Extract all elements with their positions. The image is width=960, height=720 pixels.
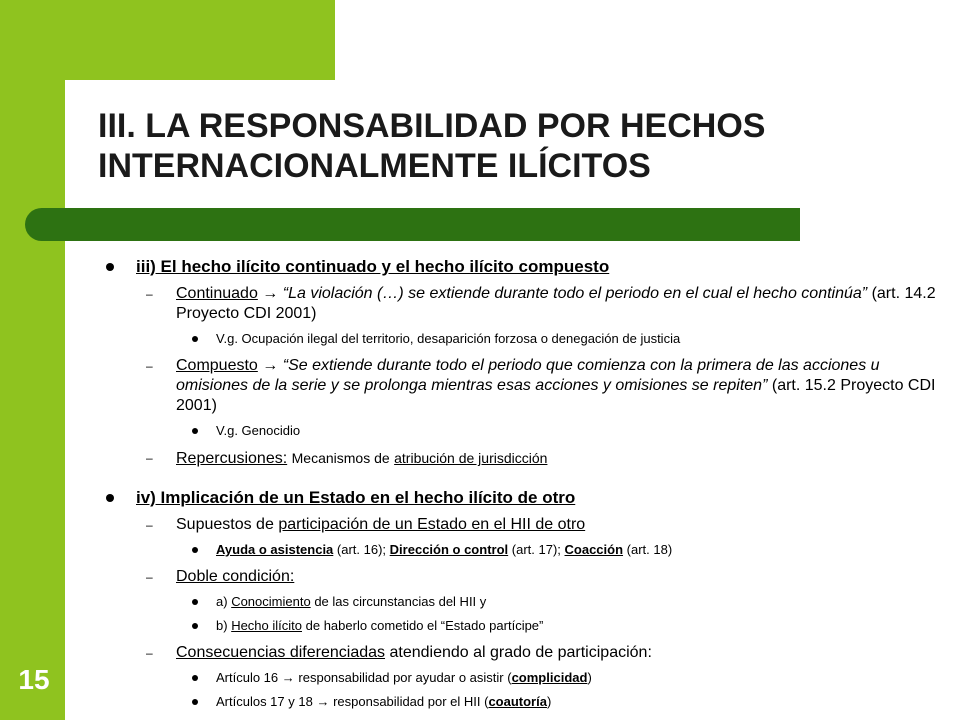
- item-consecuencias: [100, 643, 940, 663]
- cons-b-close: ): [546, 694, 552, 709]
- consecuencias-text: atendiendo al grado de participación:: [389, 644, 652, 661]
- term-direccion: Dirección o control: [389, 542, 509, 557]
- item-supuestos: [100, 515, 940, 535]
- ref-coaccion: (art. 18): [626, 542, 673, 557]
- slide-content: [100, 256, 940, 711]
- cond-b-pre: b): [216, 618, 228, 633]
- condition-a: [100, 593, 940, 611]
- cond-a-post: de las circunstancias del HII y: [314, 594, 487, 609]
- bullet-dot: [106, 263, 114, 271]
- example-compuesto: [100, 422, 940, 440]
- cond-a-pre: a): [216, 594, 228, 609]
- bullet-dot: [192, 675, 198, 681]
- dash-bullet: –: [146, 451, 153, 465]
- cons-a-pre: Artículo 16: [216, 670, 279, 685]
- section-heading-iii: [100, 256, 940, 278]
- ref-continuado: (art. 14.2 Proyecto CDI 2001): [176, 285, 936, 322]
- supuestos-text: Supuestos de: [176, 516, 274, 533]
- bullet-dot: [192, 623, 198, 629]
- quote-compuesto: “Se extiende durante todo el periodo que comienza con la primera de las acciones u omisiones de la serie y se prolonga mientras esas acciones y omisiones se repiten”: [176, 357, 880, 394]
- slide-number: 15: [18, 664, 50, 695]
- item-repercusiones: [100, 448, 940, 469]
- cons-b-pre: Artículos 17 y 18: [216, 694, 313, 709]
- dash-bullet: –: [146, 359, 153, 373]
- example-continuado: [100, 330, 940, 348]
- bullet-dot: [192, 547, 198, 553]
- arrow-icon: →: [316, 694, 330, 709]
- title-line-1: III. LA RESPONSABILIDAD POR HECHOS: [98, 107, 766, 145]
- bullet-dot: [192, 699, 198, 705]
- dash-bullet: –: [146, 570, 153, 584]
- consequence-art16: [100, 669, 940, 687]
- supuestos-link: participación de un Estado en el HII de otro: [278, 516, 586, 533]
- term-coaccion: Coacción: [564, 542, 624, 557]
- arrow-icon: →: [262, 357, 279, 374]
- item-doble-condicion: [100, 567, 940, 587]
- cond-a-term: Conocimiento: [231, 594, 311, 609]
- dash-bullet: –: [146, 287, 153, 301]
- term-ayuda: Ayuda o asistencia: [216, 542, 334, 557]
- supuestos-list: [100, 541, 940, 559]
- ref-direccion: (art. 17);: [511, 542, 561, 557]
- cons-a-close: ): [587, 670, 592, 685]
- consequence-art17-18: [100, 693, 940, 711]
- condition-b: [100, 617, 940, 635]
- slide-title: [98, 106, 878, 186]
- bullet-dot: [192, 428, 198, 434]
- left-accent-band: [0, 0, 65, 720]
- example-text: V.g. Ocupación ilegal del territorio, desaparición forzosa o denegación de justicia: [216, 331, 681, 346]
- cond-b-term: Hecho ilícito: [231, 618, 302, 633]
- ref-compuesto: (art. 15.2 Proyecto CDI 2001): [176, 377, 936, 414]
- repercusiones-text: Mecanismos de: [291, 450, 390, 466]
- repercusiones-link: atribución de jurisdicción: [394, 450, 548, 466]
- term-complicidad: complicidad: [511, 670, 588, 685]
- bullet-dot: [106, 494, 114, 502]
- title-line-2: INTERNACIONALMENTE ILÍCITOS: [98, 147, 651, 185]
- heading-text: iv) Implicación de un Estado en el hecho ilícito de otro: [136, 488, 576, 507]
- quote-continuado: “La violación (…) se extiende durante todo el periodo en el cual el hecho continúa”: [282, 285, 868, 302]
- top-accent-block: [0, 0, 335, 80]
- term-continuado: Continuado: [176, 285, 258, 302]
- dash-bullet: –: [146, 518, 153, 532]
- dash-bullet: –: [146, 646, 153, 660]
- cond-b-post: de haberlo cometido el “Estado partícipe”: [305, 618, 544, 633]
- item-compuesto: [100, 356, 940, 416]
- term-compuesto: Compuesto: [176, 357, 258, 374]
- term-coautoria: coautoría: [488, 694, 547, 709]
- title-underline-bar: [25, 208, 800, 241]
- cons-b-text: responsabilidad por el HII (: [333, 694, 489, 709]
- term-repercusiones: Repercusiones:: [176, 450, 288, 467]
- term-consecuencias: Consecuencias diferenciadas: [176, 644, 386, 661]
- arrow-icon: →: [281, 670, 295, 685]
- bullet-dot: [192, 336, 198, 342]
- section-heading-iv: [100, 487, 940, 509]
- cons-a-text: responsabilidad por ayudar o asistir (: [298, 670, 512, 685]
- item-continuado: [100, 284, 940, 324]
- example-text: V.g. Genocidio: [216, 423, 301, 438]
- heading-text: iii) El hecho ilícito continuado y el hecho ilícito compuesto: [136, 257, 610, 276]
- arrow-icon: →: [262, 285, 279, 302]
- ref-ayuda: (art. 16);: [336, 542, 387, 557]
- term-doble: Doble condición:: [176, 568, 295, 585]
- bullet-dot: [192, 599, 198, 605]
